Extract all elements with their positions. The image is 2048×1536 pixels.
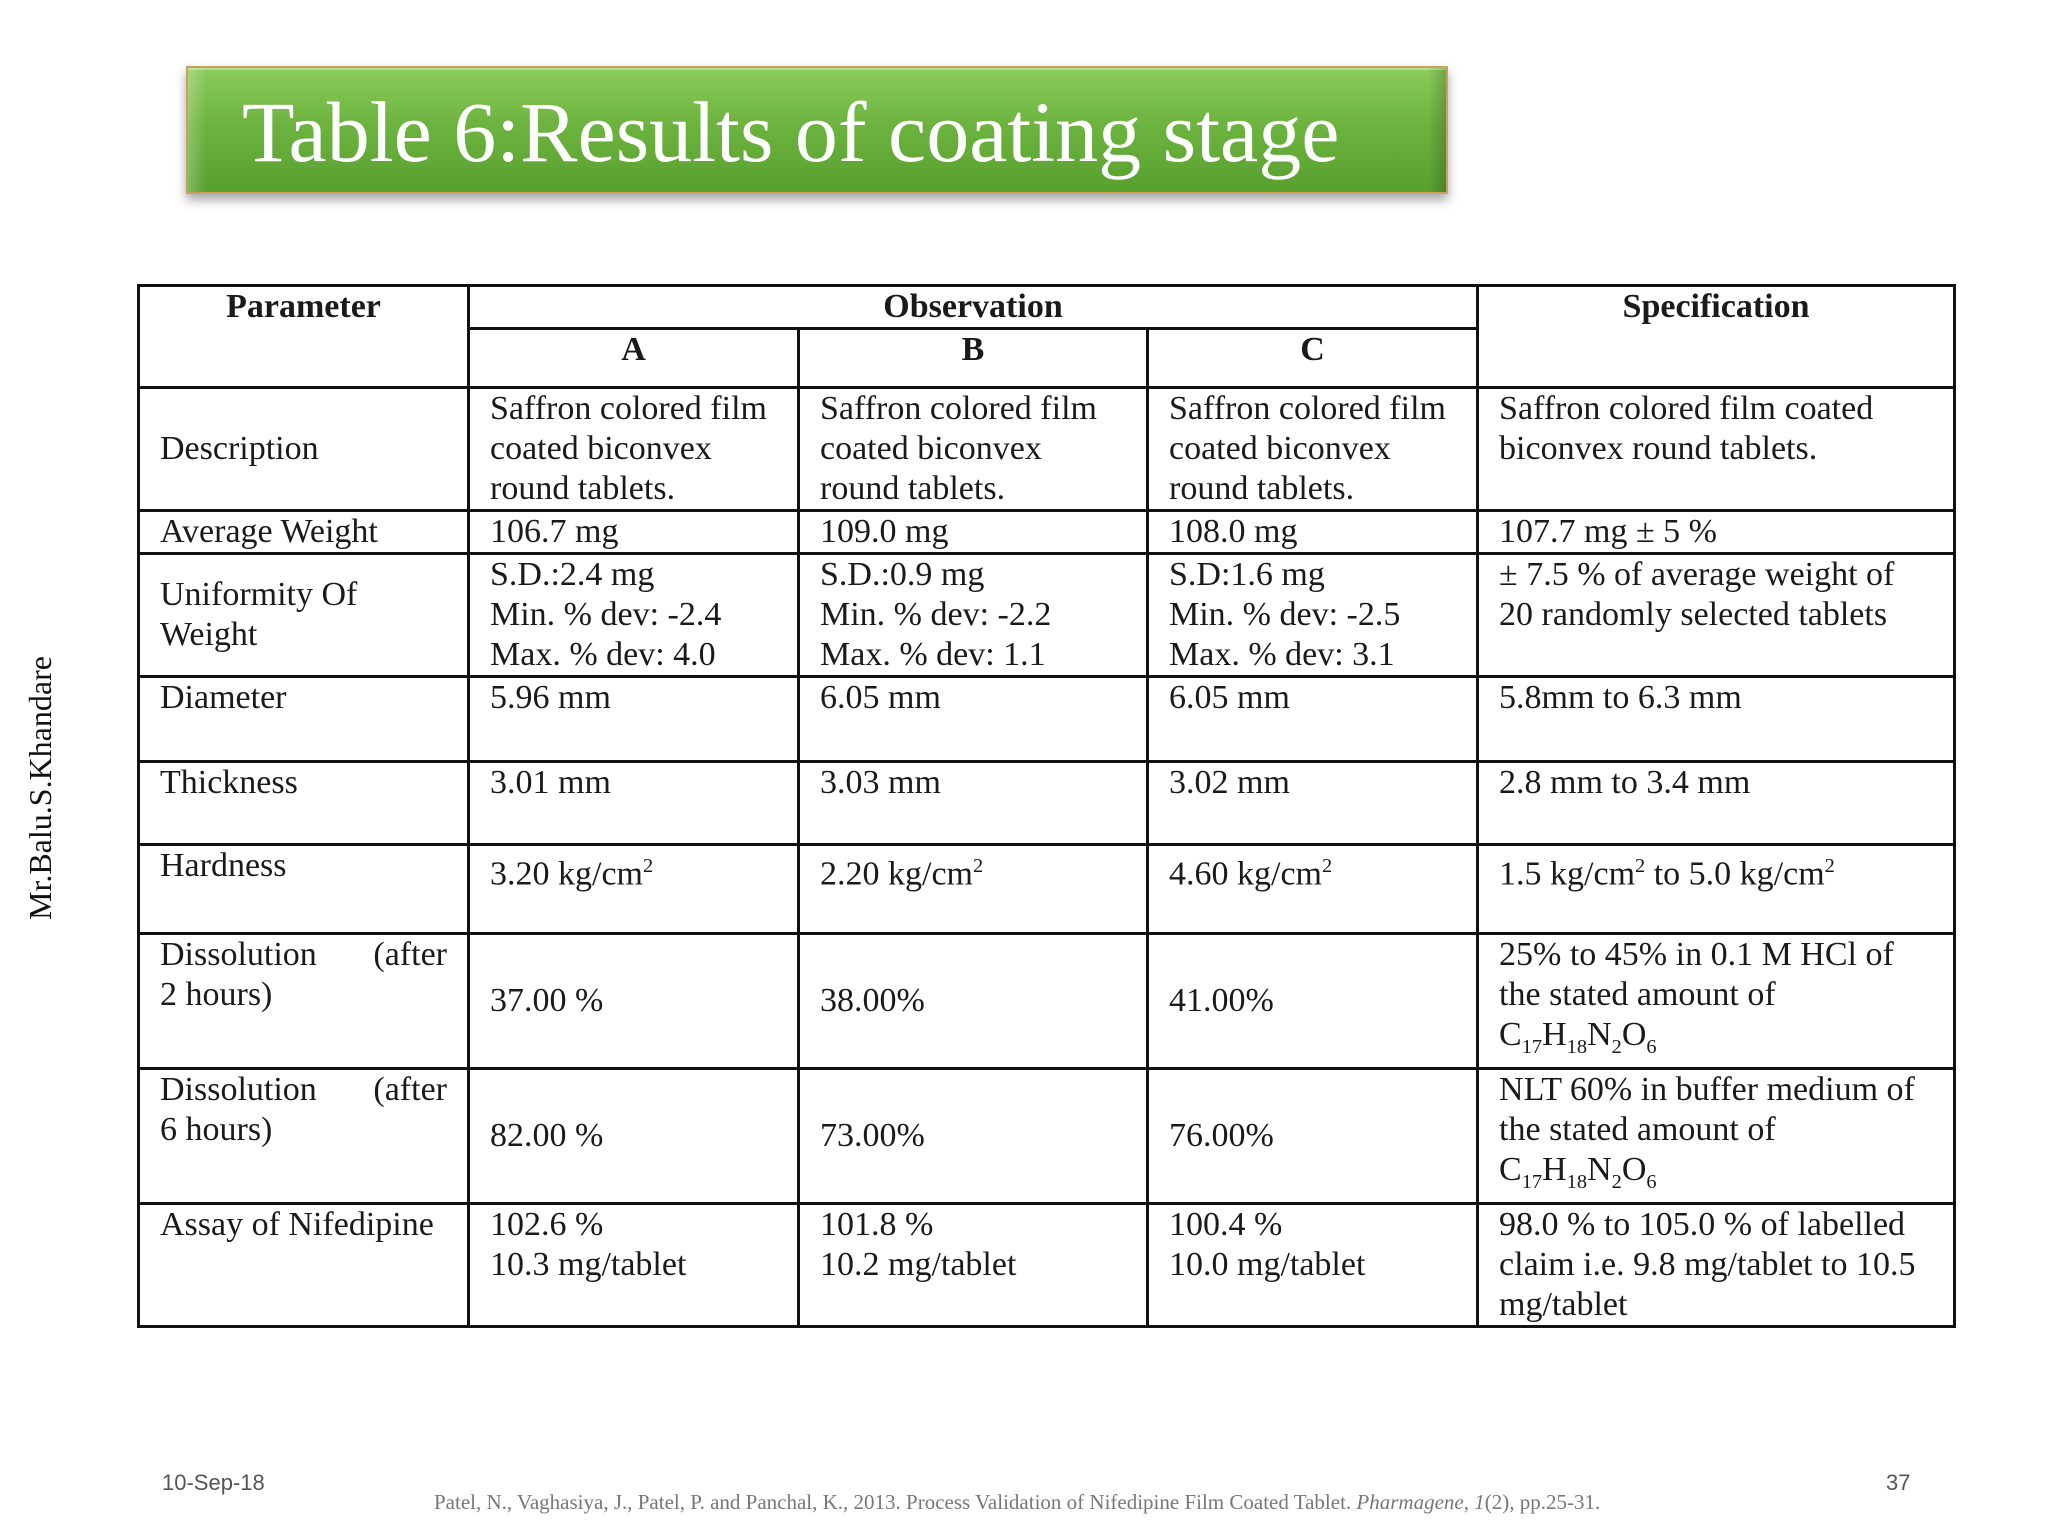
cell-uniformity-a: S.D.:2.4 mg Min. % dev: -2.4 Max. % dev: 4.0	[469, 554, 799, 677]
table-row	[139, 1068, 1955, 1203]
table-row	[139, 762, 1955, 845]
table-row	[139, 677, 1955, 762]
cell-dissolution-6h-c: 76.00%	[1148, 1068, 1478, 1203]
cell-dissolution-2h-b: 38.00%	[799, 934, 1148, 1069]
cell-dissolution-2h-spec: 25% to 45% in 0.1 M HCl of the stated amount of $C_{17}H_{18}N_2O_6$	[1478, 934, 1955, 1069]
slide-date: 10-Sep-18	[162, 1470, 265, 1495]
cell-description-a: Saffron colored film coated biconvex round tablets.	[469, 388, 799, 511]
table-row	[139, 1203, 1955, 1326]
banner-bevel-right	[1428, 68, 1446, 192]
row-label-average-weight: Average Weight	[139, 511, 469, 554]
cell-assay-spec: 98.0 % to 105.0 % of labelled claim i.e. 9.8 mg/tablet to 10.5 mg/tablet	[1478, 1203, 1955, 1326]
cell-assay-a: 102.6 % 10.3 mg/tablet	[469, 1203, 799, 1326]
cell-dissolution-6h-b: 73.00%	[799, 1068, 1148, 1203]
cell-diameter-a: 5.96 mm	[469, 677, 799, 762]
cell-assay-b: 101.8 % 10.2 mg/tablet	[799, 1203, 1148, 1326]
row-label-assay: Assay of Nifedipine	[139, 1203, 469, 1326]
row-label-dissolution-6h: Dissolution (after 6 hours)	[139, 1068, 469, 1203]
header-parameter: Parameter	[139, 286, 469, 388]
cell-dissolution-6h-a: 82.00 %	[469, 1068, 799, 1203]
slide-page-number: 37	[1886, 1470, 1911, 1495]
cell-description-spec: Saffron colored film coated biconvex round tablets.	[1478, 388, 1955, 511]
cell-average-weight-c: 108.0 mg	[1148, 511, 1478, 554]
row-label-dissolution-2h: Dissolution (after 2 hours)	[139, 934, 469, 1069]
cell-average-weight-a: 106.7 mg	[469, 511, 799, 554]
header-c: C	[1148, 329, 1478, 388]
cell-diameter-b: 6.05 mm	[799, 677, 1148, 762]
cell-thickness-a: 3.01 mm	[469, 762, 799, 845]
author-label: Mr.Balu.S.Khandare	[22, 656, 58, 920]
cell-dissolution-2h-a: 37.00 %	[469, 934, 799, 1069]
cell-uniformity-spec: ± 7.5 % of average weight of 20 randomly selected tablets	[1478, 554, 1955, 677]
cell-thickness-spec: 2.8 mm to 3.4 mm	[1478, 762, 1955, 845]
row-label-hardness: Hardness	[139, 845, 469, 934]
cell-thickness-b: 3.03 mm	[799, 762, 1148, 845]
coating-results-table	[137, 284, 1956, 1328]
cell-hardness-spec: 1.5 $kg/cm^2$ to 5.0 $kg/cm^2$	[1478, 845, 1955, 934]
header-a: A	[469, 329, 799, 388]
table-row	[139, 388, 1955, 511]
cell-hardness-c: 4.60 $kg/cm^2$	[1148, 845, 1478, 934]
cell-dissolution-6h-spec: NLT 60% in buffer medium of the stated amount of $C_{17}H_{18}N_2O_6$	[1478, 1068, 1955, 1203]
header-row	[139, 286, 1955, 329]
cell-hardness-b: 2.20 $kg/cm^2$	[799, 845, 1148, 934]
row-label-thickness: Thickness	[139, 762, 469, 845]
cell-diameter-c: 6.05 mm	[1148, 677, 1478, 762]
header-specification: Specification	[1478, 286, 1955, 388]
reference-citation: Patel, N., Vaghasiya, J., Patel, P. and Panchal, K., 2013. Process Validation of Nifedipine Film Coated Tablet. Pharmagene, 1(2), pp.25-31.	[434, 1490, 1601, 1514]
cell-dissolution-2h-c: 41.00%	[1148, 934, 1478, 1069]
slide-title: Table 6:Results of coating stage	[242, 84, 1340, 180]
cell-hardness-a: 3.20 $kg/cm^2$	[469, 845, 799, 934]
cell-average-weight-b: 109.0 mg	[799, 511, 1148, 554]
cell-description-c: Saffron colored film coated biconvex round tablets.	[1148, 388, 1478, 511]
cell-thickness-c: 3.02 mm	[1148, 762, 1478, 845]
row-label-diameter: Diameter	[139, 677, 469, 762]
cell-uniformity-b: S.D.:0.9 mg Min. % dev: -2.2 Max. % dev: 1.1	[799, 554, 1148, 677]
slide-title-banner	[186, 66, 1448, 194]
cell-assay-c: 100.4 % 10.0 mg/tablet	[1148, 1203, 1478, 1326]
table-row	[139, 934, 1955, 1069]
formula-nifedipine: $C_{17}H_{18}N_2O_6$	[1499, 1016, 1657, 1058]
table-row	[139, 554, 1955, 677]
table-row	[139, 511, 1955, 554]
table-row	[139, 845, 1955, 934]
header-b: B	[799, 329, 1148, 388]
header-observation: Observation	[469, 286, 1478, 329]
cell-description-b: Saffron colored film coated biconvex round tablets.	[799, 388, 1148, 511]
cell-uniformity-c: S.D:1.6 mg Min. % dev: -2.5 Max. % dev: 3.1	[1148, 554, 1478, 677]
cell-diameter-spec: 5.8mm to 6.3 mm	[1478, 677, 1955, 762]
row-label-description: Description	[139, 388, 469, 511]
cell-average-weight-spec: 107.7 mg ± 5 %	[1478, 511, 1955, 554]
formula-nifedipine: $C_{17}H_{18}N_2O_6$	[1499, 1150, 1657, 1193]
banner-bevel-left	[188, 68, 206, 192]
row-label-uniformity: Uniformity Of Weight	[139, 554, 469, 677]
